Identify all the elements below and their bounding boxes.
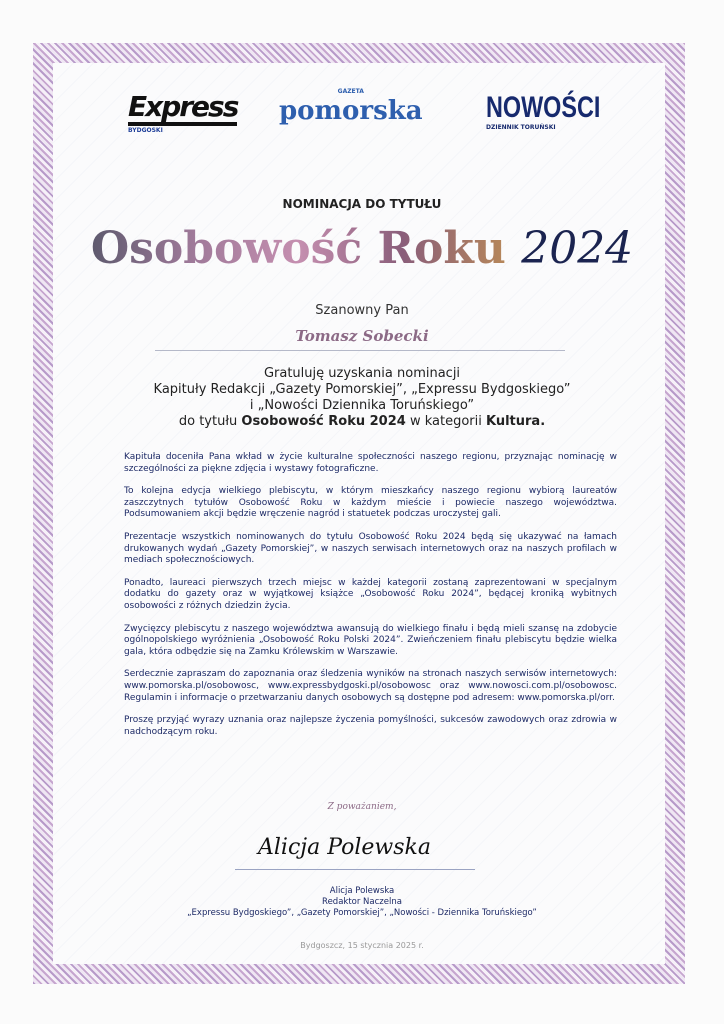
logo-gazeta-pomorska: GAZETA pomorska xyxy=(279,88,423,126)
logo-nowosci: NOWOŚCI DZIENNIK TORUŃSKI xyxy=(486,91,601,131)
closing: Z poważaniem, xyxy=(327,802,397,812)
paragraph: To kolejna edycja wielkiego plebiscytu, w którym mieszkańcy naszego regionu wybiorą laureatów zaszczytnych tytułów Osobowość Roku w każdym mieście i powiecie naszego województwa. Podsumowaniem akcji będzie wręczenie nagród i statuetek podczas uroczystej gali. xyxy=(124,486,617,520)
signature-line xyxy=(235,869,475,870)
paragraph: Proszę przyjąć wyrazy uznania oraz najlepsze życzenia pomyślności, sukcesów zawodowych oraz zdrowia w nadchodzącym roku. xyxy=(124,715,617,737)
logos xyxy=(0,88,724,138)
paragraph: Zwycięzcy plebiscytu z naszego województwa awansują do wielkiego finału i będą mieli szansę na zdobycie ogólnopolskiego wyróżnienia „Osobowość Roku Polski 2024”. Zwieńczeniem finału plebiscytu będzie wielka gala, która odbędzie się na Zamku Królewskim w Warszawie. xyxy=(124,623,617,657)
letter-body xyxy=(124,452,617,749)
signer-block: Alicja Polewska Redaktor Naczelna „Expressu Bydgoskiego”, „Gazety Pomorskiej”, „Nowości - Dziennika Toruńskiego” xyxy=(187,886,537,918)
divider xyxy=(155,350,565,351)
recipient-name: Tomasz Sobecki xyxy=(295,327,429,345)
paragraph: Prezentacje wszystkich nominowanych do tytułu Osobowość Roku 2024 będą się ukazywać na łamach drukowanych wydań „Gazety Pomorskiej”, w naszych serwisach internetowych oraz na naszych profilach w mediach społecznościowych. xyxy=(124,531,617,566)
paragraph: Serdecznie zapraszam do zapoznania oraz śledzenia wyników na stronach naszych serwisów internetowych: www.pomorska.pl/osobowosc, www.expressbydgoski.pl/osobowosc oraz www.nowosci.com.pl/osobowosc. Regulamin i informacje o przetwarzaniu danych osobowych są dostępne pod adresem: www.pomorska.pl/orr. xyxy=(124,669,617,703)
logo-express-bydgoski: Express BYDGOSKI xyxy=(128,90,238,134)
paragraph: Kapituła doceniła Pana wkład w życie kulturalne społeczności naszego regionu, przyznając nominację w szczególności za piękne zdjęcia i wystawy fotograficzne. xyxy=(124,452,617,474)
salutation: Szanowny Pan xyxy=(315,303,409,318)
signature: Alicja Polewska xyxy=(258,835,431,860)
heading: NOMINACJA DO TYTUŁU xyxy=(282,197,442,211)
congratulations: Gratuluję uzyskania nominacji Kapituły Redakcji „Gazety Pomorskiej”, „Expressu Bydgoskiego” i „Nowości Dziennika Toruńskiego” do tytułu Osobowość Roku 2024 w kategorii Kultura. xyxy=(153,366,571,429)
paragraph: Ponadto, laureaci pierwszych trzech miejsc w każdej kategorii zostaną zaprezentowani w specjalnym dodatku do gazety oraz w wyjątkowej książce „Osobowość Roku 2024”, będącej kroniką wybitnych osobowości z różnych dziedzin życia. xyxy=(124,577,617,611)
page-title: Osobowość Roku 2024 xyxy=(90,223,634,274)
date: Bydgoszcz, 15 stycznia 2025 r. xyxy=(300,941,424,950)
